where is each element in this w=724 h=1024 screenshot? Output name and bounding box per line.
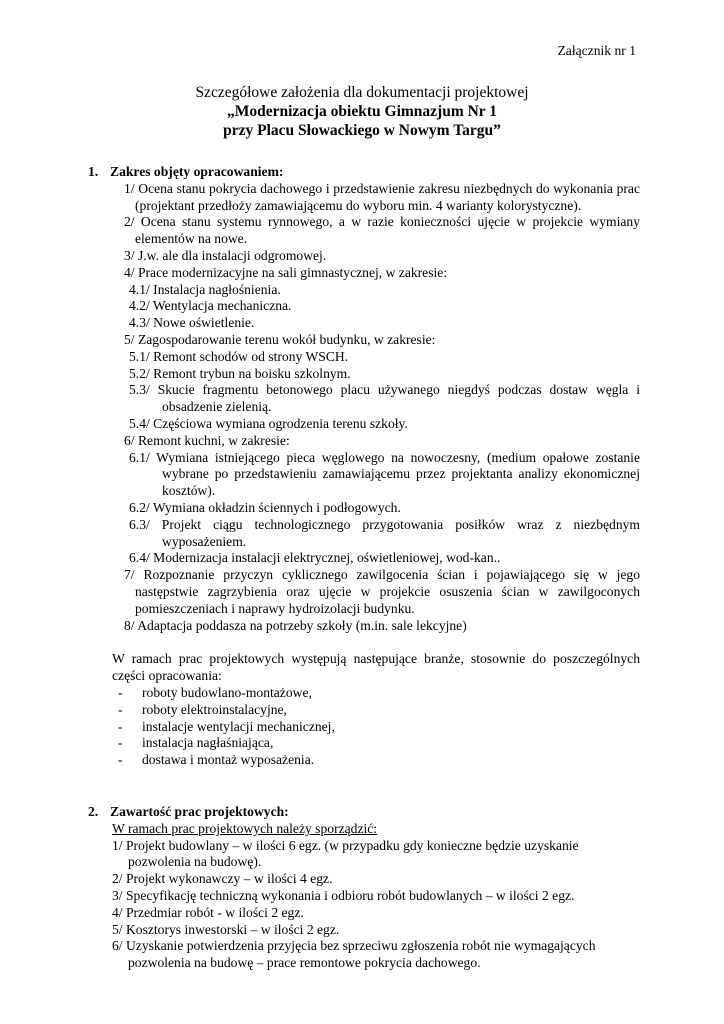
dash-bullet: - (118, 718, 123, 734)
scope-item-8: 8/ Adaptacja poddasza na potrzeby szkoły (m.in. sale lekcyjne) (124, 617, 467, 633)
scope-item-4-1: 4.1/ Instalacja nagłośnienia. (129, 281, 281, 297)
section-1-number: 1. (88, 164, 99, 179)
branch-text: instalacja nagłaśniająca, (142, 735, 274, 751)
dash-bullet: - (118, 752, 123, 768)
section-2-number: 2. (88, 804, 99, 819)
content-item-5: 5/ Kosztorys inwestorski – w ilości 2 egz. (112, 921, 340, 937)
dash-bullet: - (118, 701, 123, 717)
attachment-label: Załącznik nr 1 (557, 43, 636, 58)
scope-item-2: 2/ Ocena stanu systemu rynnowego, a w razie konieczności ujęcie w projekcie wymiany elementów na nowe. (124, 214, 640, 247)
branch-item (118, 735, 640, 752)
scope-item-6-1: 6.1/ Wymiana istniejącego pieca węglowego na nowoczesny, (medium opałowe zostanie wybrane po przedstawieniu zamawiającemu przez projektanta analizy ekonomicznej kosztów). (129, 449, 640, 499)
scope-item-5-3: 5.3/ Skucie fragmentu betonowego placu używanego niegdyś podczas dostaw węgla i obsadzenie zielenią. (129, 382, 640, 415)
scope-item-5-4: 5.4/ Częściowa wymiana ogrodzenia terenu szkoły. (129, 415, 408, 431)
scope-item-5: 5/ Zagospodarowanie terenu wokół budynku, w zakresie: (124, 331, 436, 347)
scope-item-6: 6/ Remont kuchni, w zakresie: (124, 432, 290, 448)
title-line-1: Szczegółowe założenia dla dokumentacji projektowej (195, 84, 529, 101)
branches-intro: W ramach prac projektowych występują następujące branże, stosownie do poszczególnych części opracowania: (112, 651, 640, 684)
section-scope (88, 164, 640, 769)
scope-item-4-2: 4.2/ Wentylacja mechaniczna. (129, 298, 292, 314)
branch-text: dostawa i montaż wyposażenia. (142, 752, 315, 768)
content-item-1: 1/ Projekt budowlany – w ilości 6 egz. (w przypadku gdy konieczne będzie uzyskanie pozwolenia na budowę). (112, 837, 579, 870)
branch-item (118, 702, 640, 719)
section-1-heading (88, 164, 640, 181)
section-2-title: Zawartość prac projektowych: (110, 804, 289, 819)
branch-text: instalacje wentylacji mechanicznej, (142, 718, 335, 734)
content-item-4: 4/ Przedmiar robót - w ilości 2 egz. (112, 904, 304, 920)
scope-item-4-3: 4.3/ Nowe oświetlenie. (129, 315, 255, 331)
document-title (0, 83, 724, 140)
section-content (88, 804, 640, 972)
content-item-6: 6/ Uzyskanie potwierdzenia przyjęcia bez sprzeciwu zgłoszenia robót nie wymagających pozwolenia na budowę – prace remontowe pokrycia dachowego. (112, 938, 596, 971)
scope-item-5-2: 5.2/ Remont trybun na boisku szkolnym. (129, 365, 351, 381)
scope-item-6-4: 6.4/ Modernizacja instalacji elektrycznej, oświetleniowej, wod-kan.. (129, 550, 501, 566)
title-line-2: „Modernizacja obiektu Gimnazjum Nr 1 (226, 103, 498, 120)
branch-item (118, 685, 640, 702)
branch-item (118, 719, 640, 736)
content-intro: W ramach prac projektowych należy sporządzić: (112, 820, 378, 836)
scope-item-1: 1/ Ocena stanu pokrycia dachowego i przedstawienie zakresu niezbędnych do wykonania prac (projektant przedłoży zamawiającemu do wyboru min. 4 warianty kolorystyczne). (124, 180, 640, 213)
scope-item-5-1: 5.1/ Remont schodów od strony WSCH. (129, 348, 349, 364)
scope-item-6-2: 6.2/ Wymiana okładzin ściennych i podłogowych. (129, 499, 401, 515)
branch-text: roboty budowlano-montażowe, (142, 684, 312, 700)
scope-item-7: 7/ Rozpoznanie przyczyn cyklicznego zawilgocenia ścian i pojawiającego się w jego następstwie zagrzybienia oraz ujęcie w projekcie osuszenia ścian w zawilgoconych pomieszczeniach i naprawy hydroizolacji budynku. (124, 567, 640, 616)
section-2-heading (88, 804, 640, 821)
scope-item-6-3: 6.3/ Projekt ciągu technologicznego przygotowania posiłków wraz z niezbędnym wyposażeniem. (129, 516, 640, 549)
branch-item (118, 752, 640, 769)
content-item-2: 2/ Projekt wykonawczy – w ilości 4 egz. (112, 871, 333, 887)
dash-bullet: - (118, 735, 123, 751)
content-item-3: 3/ Specyfikację techniczną wykonania i odbioru robót budowlanych – w ilości 2 egz. (112, 887, 575, 903)
dash-bullet: - (118, 684, 123, 700)
section-1-title: Zakres objęty opracowaniem: (110, 164, 284, 179)
scope-item-4: 4/ Prace modernizacyjne na sali gimnastycznej, w zakresie: (124, 264, 448, 280)
title-line-3: przy Placu Słowackiego w Nowym Targu” (223, 122, 501, 139)
scope-item-3: 3/ J.w. ale dla instalacji odgromowej. (124, 247, 327, 263)
branch-text: roboty elektroinstalacyjne, (142, 701, 287, 717)
